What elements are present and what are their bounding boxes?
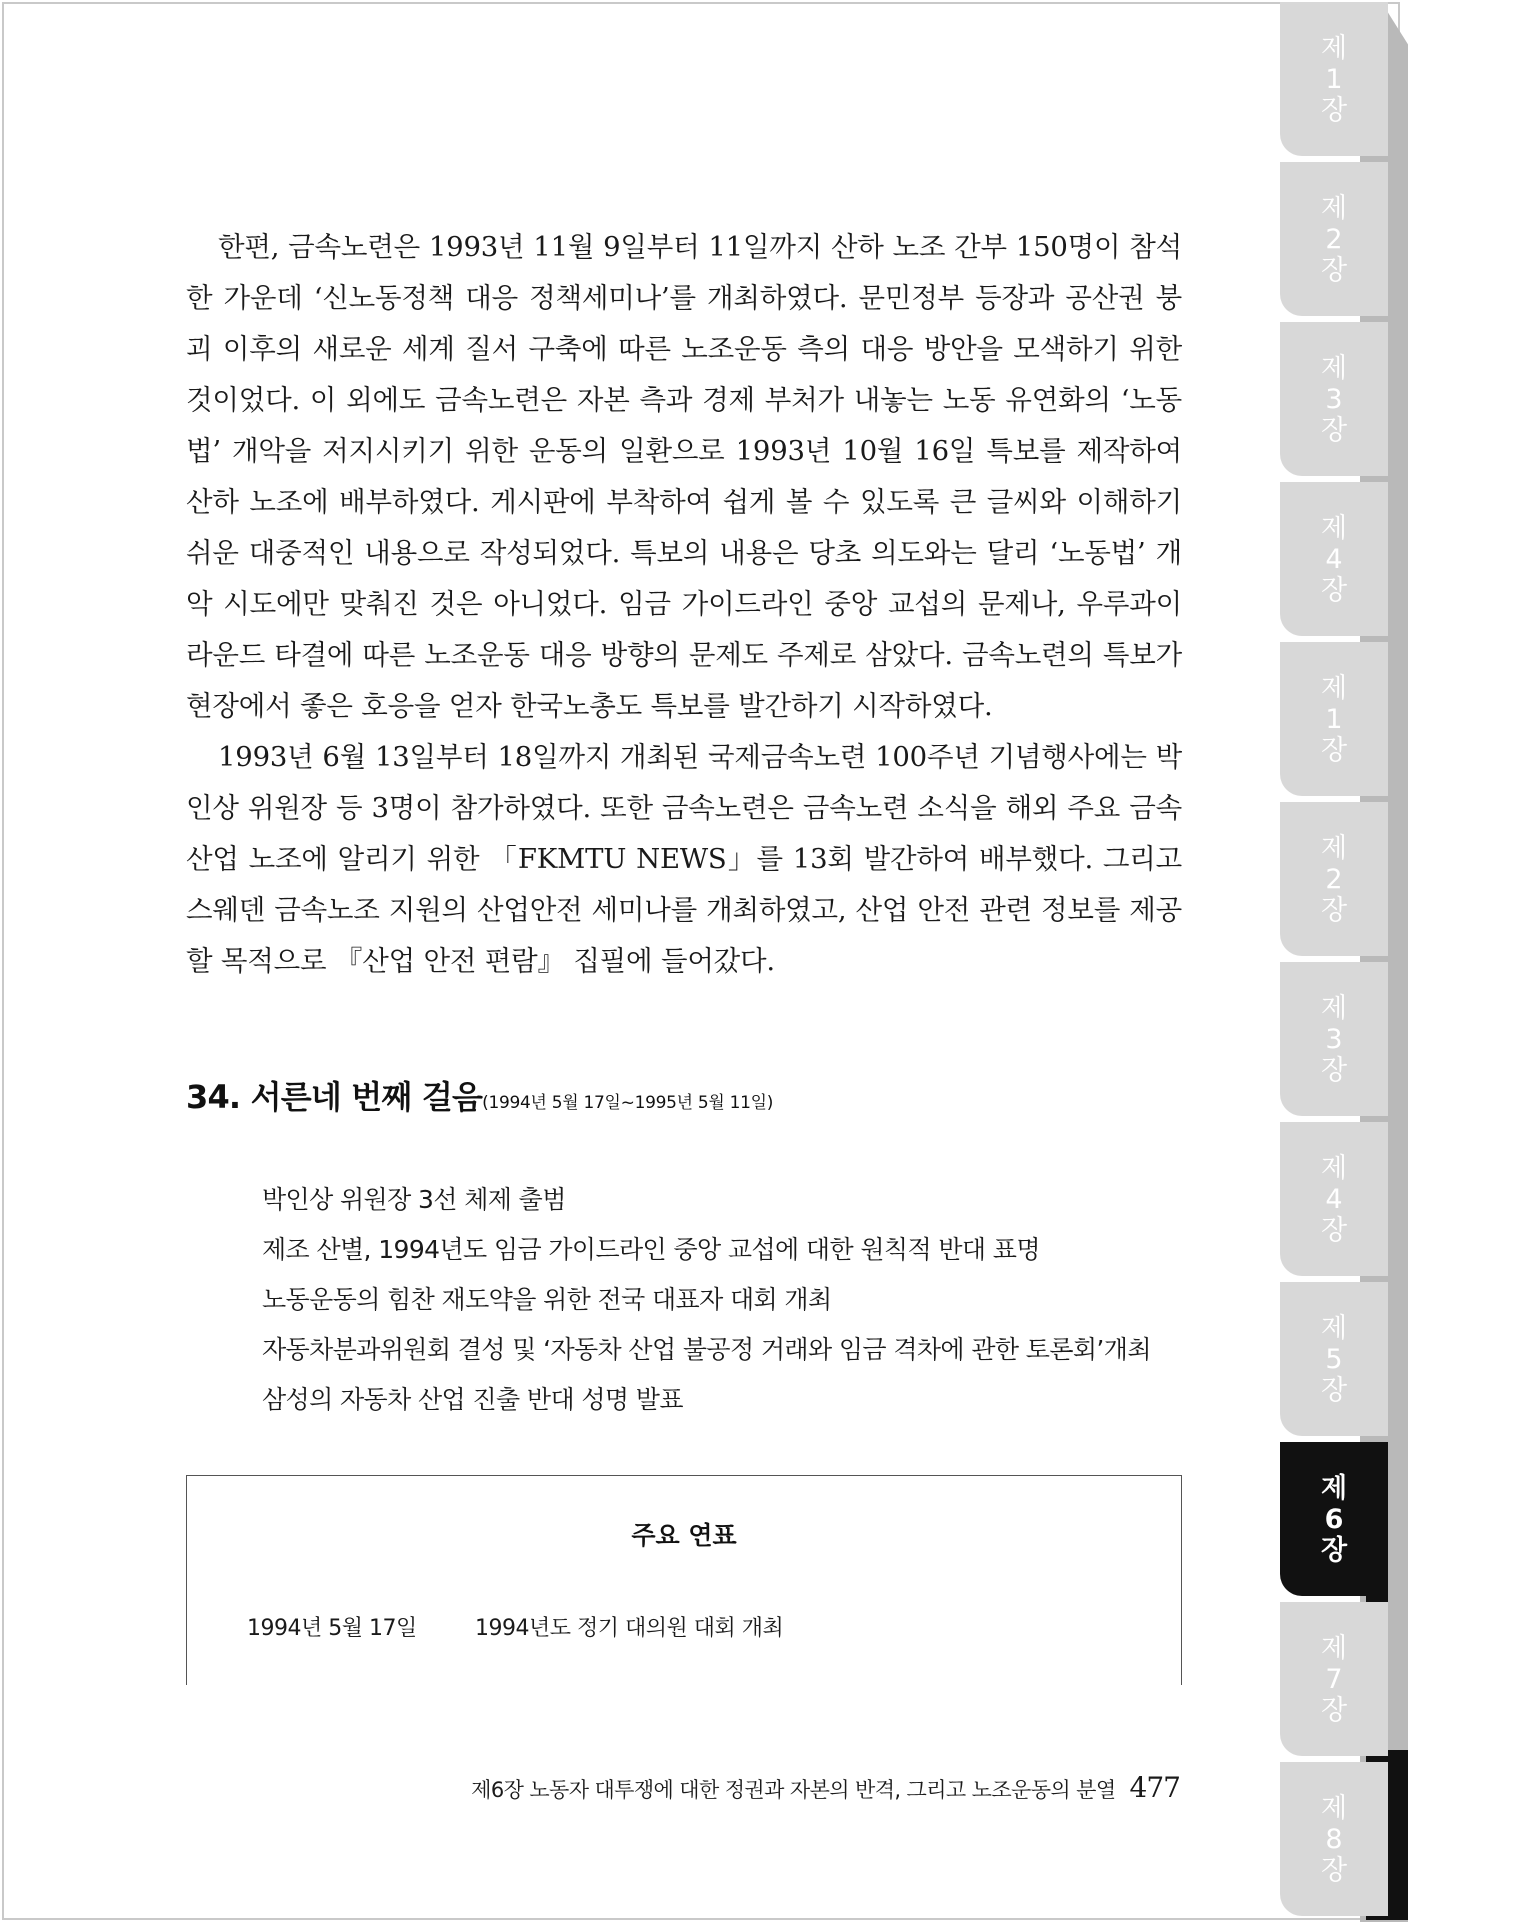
list-item: 노동운동의 힘찬 재도약을 위한 전국 대표자 대회 개최 [262, 1285, 832, 1314]
chapter-tab-label: 제 [1320, 32, 1348, 64]
chapter-tab-label: 제 [1320, 192, 1348, 224]
chapter-tab-label: 3 [1325, 383, 1343, 415]
chapter-tab[interactable] [1280, 962, 1388, 1116]
page-footer [471, 1771, 1180, 1804]
timeline-box [186, 1475, 1182, 1685]
chapter-tab-label: 제 [1320, 512, 1348, 544]
timeline-row [247, 1611, 783, 1642]
chapter-tab-label: 장 [1320, 734, 1348, 766]
chapter-tab-label: 장 [1320, 1694, 1348, 1726]
chapter-tab-label: 장 [1320, 254, 1348, 286]
chapter-tab-label: 장 [1320, 1214, 1348, 1246]
chapter-tab-label: 2 [1325, 223, 1343, 255]
section-summary-list [262, 1175, 1182, 1425]
section-heading [186, 1072, 1186, 1118]
timeline-event: 1994년도 정기 대의원 대회 개최 [475, 1616, 784, 1641]
chapter-tab-label: 4 [1325, 543, 1343, 575]
chapter-tab-label: 장 [1320, 414, 1348, 446]
chapter-tab-label: 1 [1325, 703, 1343, 735]
list-item: 제조 산별, 1994년도 임금 가이드라인 중앙 교섭에 대한 원칙적 반대 표명 [262, 1235, 1040, 1264]
chapter-tab[interactable] [1280, 802, 1388, 956]
list-item: 자동차분과위원회 결성 및 ‘자동차 산업 불공정 거래와 임금 격차에 관한 토론회’개최 [262, 1335, 1151, 1364]
chapter-tab-label: 제 [1320, 832, 1348, 864]
chapter-tab-label: 장 [1320, 894, 1348, 926]
book-edge-marker [1388, 1750, 1408, 1920]
chapter-tab[interactable] [1280, 1762, 1388, 1916]
body-text [186, 222, 1182, 987]
chapter-tab[interactable] [1280, 642, 1388, 796]
chapter-tab-label: 7 [1325, 1663, 1343, 1695]
chapter-tab-label: 3 [1325, 1023, 1343, 1055]
chapter-tab-label: 제 [1320, 1632, 1348, 1664]
chapter-tab-label: 장 [1320, 94, 1348, 126]
chapter-tab-label: 2 [1325, 863, 1343, 895]
chapter-tab[interactable] [1280, 162, 1388, 316]
chapter-tab-label: 5 [1325, 1343, 1343, 1375]
chapter-tab-label: 4 [1325, 1183, 1343, 1215]
chapter-tab-label: 장 [1320, 1534, 1348, 1566]
chapter-tab-label: 제 [1320, 992, 1348, 1024]
chapter-tab[interactable] [1280, 482, 1388, 636]
paragraph: 1993년 6월 13일부터 18일까지 개최된 국제금속노련 100주년 기념행사에는 박인상 위원장 등 3명이 참가하였다. 또한 금속노련은 금속노련 소식을 해외 주요 금속 산업 노조에 알리기 위한 「FKMTU NEWS」를 13회 발간하여 배부했다. 그리고 스웨덴 금속노조 지원의 산업안전 세미나를 개최하였고, 산업 안전 관련 정보를 제공할 목적으로 『산업 안전 편람』 집필에 들어갔다. [186, 741, 1182, 977]
chapter-tab-label: 장 [1320, 1854, 1348, 1886]
chapter-tab-label: 6 [1324, 1503, 1344, 1535]
timeline-date: 1994년 5월 17일 [247, 1616, 417, 1641]
page-number: 477 [1129, 1771, 1180, 1804]
chapter-tab-label: 제 [1320, 1152, 1348, 1184]
timeline-title: 주요 연표 [631, 1521, 737, 1550]
chapter-tab-label: 제 [1320, 672, 1348, 704]
section-title: 34. 서른네 번째 걸음 [186, 1078, 483, 1116]
chapter-tab-label: 장 [1320, 1054, 1348, 1086]
list-item: 박인상 위원장 3선 체제 출범 [262, 1185, 566, 1214]
list-item: 삼성의 자동차 산업 진출 반대 성명 발표 [262, 1385, 683, 1414]
running-footer-caption: 제6장 노동자 대투쟁에 대한 정권과 자본의 반격, 그리고 노조운동의 분열 [471, 1778, 1116, 1802]
chapter-tab-label: 제 [1320, 1472, 1348, 1504]
chapter-tab-label: 1 [1325, 63, 1343, 95]
section-date-range: (1994년 5월 17일~1995년 5월 11일) [482, 1093, 774, 1113]
chapter-tab-label: 제 [1320, 1312, 1348, 1344]
chapter-tab[interactable] [1280, 1122, 1388, 1276]
chapter-tab-label: 8 [1325, 1823, 1343, 1855]
chapter-tab[interactable] [1280, 1602, 1388, 1756]
chapter-tab-label: 장 [1320, 1374, 1348, 1406]
chapter-tab[interactable] [1280, 1442, 1388, 1596]
chapter-tab-label: 제 [1320, 352, 1348, 384]
chapter-tab-label: 장 [1320, 574, 1348, 606]
chapter-tab[interactable] [1280, 322, 1388, 476]
chapter-tab[interactable] [1280, 2, 1388, 156]
chapter-tab[interactable] [1280, 1282, 1388, 1436]
chapter-tab-label: 제 [1320, 1792, 1348, 1824]
paragraph: 한편, 금속노련은 1993년 11월 9일부터 11일까지 산하 노조 간부 150명이 참석한 가운데 ‘신노동정책 대응 정책세미나’를 개최하였다. 문민정부 등장과 공산권 붕괴 이후의 새로운 세계 질서 구축에 따른 노조운동 측의 대응 방안을 모색하기 위한 것이었다. 이 외에도 금속노련은 자본 측과 경제 부처가 내놓는 노동 유연화의 ‘노동법’ 개악을 저지시키기 위한 운동의 일환으로 1993년 10월 16일 특보를 제작하여 산하 노조에 배부하였다. 게시판에 부착하여 쉽게 볼 수 있도록 큰 글씨와 이해하기 쉬운 대중적인 내용으로 작성되었다. 특보의 내용은 당초 의도와는 달리 ‘노동법’ 개악 시도에만 맞춰진 것은 아니었다. 임금 가이드라인 중앙 교섭의 문제나, 우루과이 라운드 타결에 따른 노조운동 대응 방향의 문제도 주제로 삼았다. 금속노련의 특보가 현장에서 좋은 호응을 얻자 한국노총도 특보를 발간하기 시작하였다. [186, 231, 1182, 722]
